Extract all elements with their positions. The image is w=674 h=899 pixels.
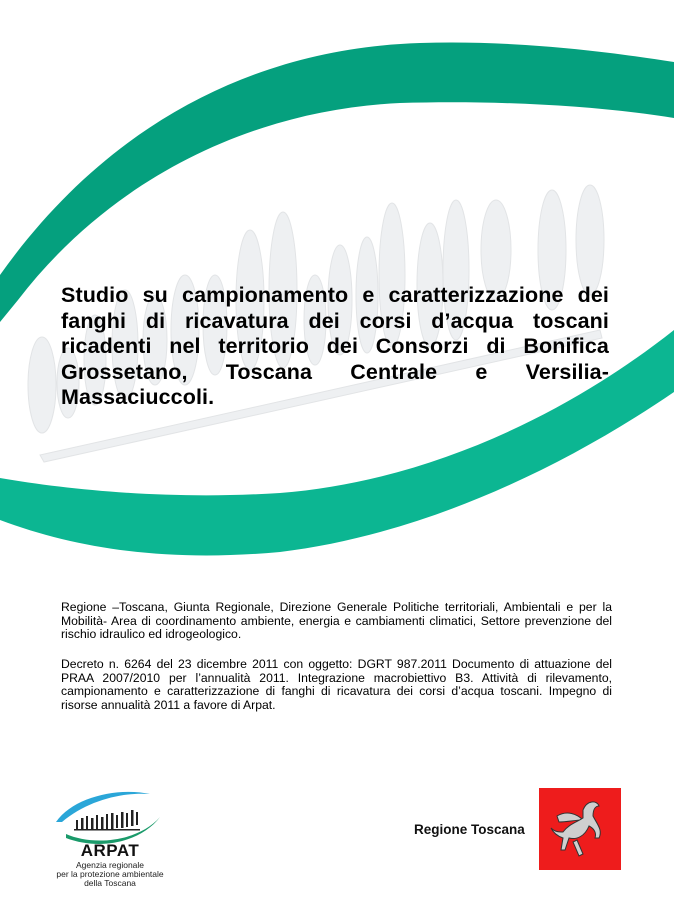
issuing-authority-paragraph: Regione –Toscana, Giunta Regionale, Direzione Generale Politiche territoriali, Ambientali e per la Mobilità- Area di coordinamento ambiente, energia e cambiamenti climatici, Settore prevenzione del rischio idraulico ed idrogeologico. — [61, 600, 612, 642]
regione-toscana-flag — [539, 788, 621, 870]
arpat-subtitle — [40, 861, 180, 888]
arpat-subtitle-line: della Toscana — [84, 878, 136, 888]
document-title: Studio su campionamento e caratterizzazione dei fanghi di ricavatura dei corsi d’acqua toscani ricadenti nel territorio dei Consorzi di Bonifica Grossetano, Toscana Centrale e Versilia-Massaciuccoli. — [61, 283, 609, 409]
pegasus-icon — [539, 788, 621, 870]
regione-toscana-label: Regione Toscana — [414, 822, 525, 837]
decree-paragraph: Decreto n. 6264 del 23 dicembre 2011 con oggetto: DGRT 987.2011 Documento di attuazione del PRAA 2007/2010 per l’annualità 2011. Integrazione macrobiettivo B3. Attività di rilevamento, campionamento e caratterizzazione di fanghi di ricavatura dei corsi d’acqua toscani. Impegno di risorse annualità 2011 a favore di Arpat. — [61, 657, 612, 712]
arpat-subtitle-line: Agenzia regionale — [75, 860, 145, 870]
arpat-name: ARPAT — [80, 841, 140, 860]
arpat-subtitle-line: per la protezione ambientale — [56, 869, 164, 879]
